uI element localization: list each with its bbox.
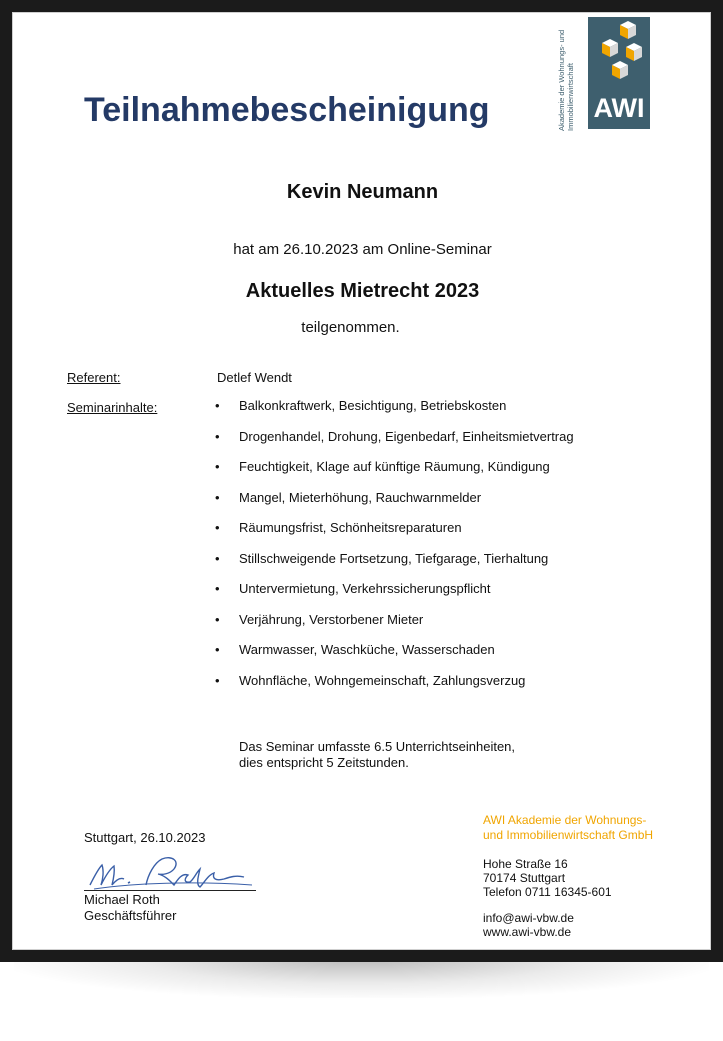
- bullet-icon: •: [215, 428, 220, 444]
- bullet-icon: •: [215, 520, 220, 535]
- topic-text: Stillschweigende Fortsetzung, Tiefgarage, Tierhaltung: [239, 550, 549, 566]
- logo-vertical-text-line-1: Akademie der Wohnungs- und: [557, 29, 566, 131]
- contact-web: www.awi-vbw.de: [483, 925, 572, 939]
- topic-text: Räumungsfrist, Schönheitsreparaturen: [239, 520, 462, 535]
- bullet-icon: •: [215, 672, 220, 688]
- handwritten-signature: [84, 849, 256, 891]
- company-address: [483, 857, 612, 899]
- signer-name: Michael Roth: [84, 892, 160, 907]
- referent-label: Referent:: [67, 370, 121, 385]
- logo-vertical-text-line-2: Immobilienwirtschaft: [566, 63, 575, 131]
- signer-role: Geschäftsführer: [84, 908, 177, 923]
- topic-text: Verjährung, Verstorbener Mieter: [239, 611, 424, 627]
- bullet-icon: •: [215, 611, 220, 627]
- summary-units: Das Seminar umfasste 6.5 Unterrichtseinheiten,: [239, 739, 516, 754]
- bullet-icon: •: [215, 459, 220, 474]
- company-name-line-1: AWI Akademie der Wohnungs-: [483, 813, 647, 827]
- certificate-title: Teilnahmebescheinigung: [84, 91, 490, 129]
- bullet-icon: •: [215, 642, 220, 657]
- bullet-icon: •: [215, 489, 220, 505]
- cube-icon: [588, 17, 650, 97]
- contact-email: info@awi-vbw.de: [483, 911, 574, 925]
- topic-text: Mangel, Mieterhöhung, Rauchwarnmelder: [239, 489, 482, 505]
- topic-item: [215, 429, 574, 460]
- signature-line: [84, 890, 256, 891]
- topic-text: Untervermietung, Verkehrssicherungspflicht: [239, 581, 491, 596]
- address-phone: Telefon 0711 16345-601: [483, 885, 612, 899]
- intro-line: hat am 26.10.2023 am Online-Seminar: [233, 241, 492, 258]
- company-contact: [483, 911, 574, 939]
- bullet-icon: •: [215, 581, 220, 596]
- company-name: [483, 813, 653, 843]
- topic-text: Balkonkraftwerk, Besichtigung, Betriebskosten: [239, 398, 507, 413]
- bullet-icon: •: [215, 398, 220, 413]
- referent-value: Detlef Wendt: [217, 370, 292, 385]
- topic-item: [215, 490, 574, 521]
- seminar-contents-label: Seminarinhalte:: [67, 400, 158, 415]
- bullet-icon: •: [215, 550, 220, 566]
- topic-item: [215, 520, 574, 551]
- topic-item: [215, 551, 574, 582]
- company-name-line-2: und Immobilienwirtschaft GmbH: [483, 828, 654, 842]
- certificate-paper: [12, 12, 711, 950]
- awi-logo: [542, 15, 668, 131]
- topic-item: [215, 612, 574, 643]
- topic-text: Drogenhandel, Drohung, Eigenbedarf, Einheitsmietvertrag: [239, 428, 574, 444]
- signer-block: [84, 892, 177, 924]
- logo-acronym: AWI: [593, 93, 645, 123]
- topic-item: [215, 581, 574, 612]
- topic-list: [215, 398, 574, 703]
- address-street: Hohe Straße 16: [483, 857, 568, 871]
- completion-text: teilgenommen.: [301, 319, 400, 336]
- participant-name: Kevin Neumann: [286, 181, 439, 203]
- place-date: Stuttgart, 26.10.2023: [84, 830, 206, 845]
- topic-item: [215, 673, 574, 704]
- logo-vertical-text: [542, 15, 586, 131]
- topic-item: [215, 642, 574, 673]
- seminar-summary: [239, 739, 515, 771]
- summary-hours: dies entspricht 5 Zeitstunden.: [239, 755, 409, 770]
- topic-text: Warmwasser, Waschküche, Wasserschaden: [239, 642, 495, 657]
- seminar-title: Aktuelles Mietrecht 2023: [245, 280, 480, 302]
- topic-text: Wohnfläche, Wohngemeinschaft, Zahlungsverzug: [239, 672, 526, 688]
- topic-item: [215, 398, 574, 429]
- frame-shadow: [14, 958, 709, 998]
- topic-text: Feuchtigkeit, Klage auf künftige Räumung, Kündigung: [239, 459, 550, 474]
- address-city: 70174 Stuttgart: [483, 871, 566, 885]
- topic-item: [215, 459, 574, 490]
